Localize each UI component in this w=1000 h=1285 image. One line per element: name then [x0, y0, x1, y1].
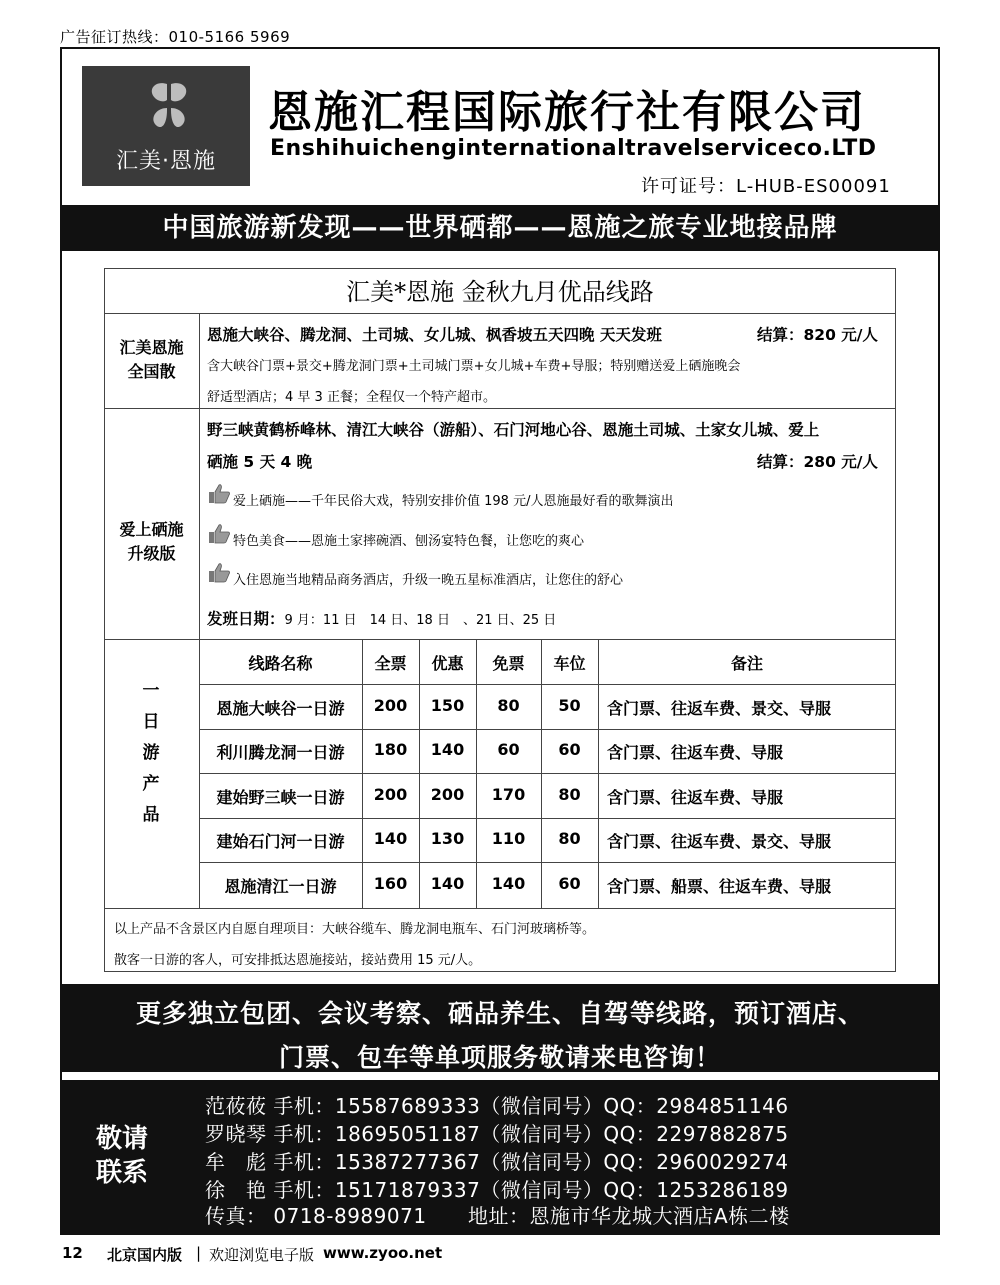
services-banner-line2: 门票、包车等单项服务敬请来电咨询！: [278, 1043, 721, 1072]
contact-person: 罗晓琴 手机：18695051187（微信同号）QQ：2297882875: [205, 1122, 789, 1146]
col-header-route: 线路名称: [248, 654, 313, 673]
logo-text: 汇美·恩施: [116, 149, 216, 174]
cell-discount: 130: [430, 829, 465, 848]
cell-discount: 150: [430, 696, 465, 715]
label-char: 品: [142, 805, 160, 825]
divider: [199, 818, 896, 819]
section1-label: [104, 336, 199, 384]
services-banner-line1: 更多独立包团、会议考察、硒品养生、自驾等线路，预订酒店、: [135, 999, 864, 1028]
divider: [199, 313, 200, 909]
thumbs-up-icon: [208, 484, 230, 504]
cell-free: 80: [497, 696, 520, 715]
panel-title: 汇美*恩施 金秋九月优品线路: [346, 278, 654, 306]
divider: [199, 773, 896, 774]
col-header-free: 免票: [492, 654, 525, 673]
divider: [476, 639, 477, 909]
cell-full: 160: [373, 874, 408, 893]
label-char: 游: [142, 743, 160, 763]
company-name-cn: 恩施汇程国际旅行社有限公司: [268, 87, 866, 138]
thumbs-up-icon: [208, 524, 230, 544]
footer-url[interactable]: www.zyoo.net: [323, 1244, 443, 1262]
section1-hotel: 舒适型酒店；4 早 3 正餐；全程仅一个特产超市。: [207, 390, 496, 405]
cell-note: 含门票、往返车费、景交、导服: [607, 832, 832, 851]
departure-dates: [207, 607, 556, 629]
cell-free: 170: [491, 785, 526, 804]
feature-item: 特色美食——恩施土家摔碗酒、刨汤宴特色餐，让您吃的爽心: [233, 534, 585, 549]
divider: [541, 639, 542, 909]
note-line: 散客一日游的客人，可安排抵达恩施接站，接站费用 15 元/人。: [114, 953, 482, 968]
contact-person: 徐 艳 手机：15171879337（微信同号）QQ：1253286189: [205, 1178, 789, 1202]
divider: [362, 639, 363, 909]
edition-name: 北京国内版: [107, 1246, 183, 1264]
license-number: 许可证号：L-HUB-ES00091: [641, 176, 891, 197]
cell-note: 含门票、船票、往返车费、导服: [607, 877, 832, 896]
cell-route-name: 建始石门河一日游: [216, 832, 345, 851]
cell-route-name: 恩施清江一日游: [224, 877, 337, 896]
cell-seats: 80: [558, 829, 581, 848]
col-header-note: 备注: [730, 654, 763, 673]
contact-person: 范莜莜 手机：15587689333（微信同号）QQ：2984851146: [205, 1094, 789, 1118]
cell-discount: 140: [430, 874, 465, 893]
cell-full: 140: [373, 829, 408, 848]
dates-label: 发班日期：: [207, 610, 285, 628]
contact-label: [96, 1122, 148, 1190]
dates-value: 9 月：11 日 14 日、18 日 、21 日、25 日: [284, 613, 557, 628]
cell-free: 110: [491, 829, 526, 848]
cell-note: 含门票、往返车费、景交、导服: [607, 699, 832, 718]
divider: [199, 862, 896, 863]
label-char: 日: [142, 712, 160, 732]
feature-item: 入住恩施当地精品商务酒店，升级一晚五星标准酒店，让您住的舒心: [233, 573, 624, 588]
cell-discount: 200: [430, 785, 465, 804]
label-char: 一: [142, 681, 160, 701]
section1-label-line2: 全国散: [127, 362, 176, 381]
thumbs-up-icon: [208, 563, 230, 583]
divider: [104, 639, 896, 640]
divider: [104, 408, 896, 409]
contact-address: 地址：恩施市华龙城大酒店A栋二楼: [468, 1204, 790, 1228]
section2-price: 结算：280 元/人: [757, 453, 878, 471]
flower-logo-icon: [145, 80, 193, 130]
cell-seats: 60: [558, 740, 581, 759]
divider: [419, 639, 420, 909]
label-char: 产: [142, 774, 160, 794]
cell-full: 180: [373, 740, 408, 759]
services-banner: [60, 984, 940, 1072]
divider: [199, 729, 896, 730]
cell-seats: 60: [558, 874, 581, 893]
divider: [104, 908, 896, 909]
section3-vertical-label: [136, 676, 166, 831]
divider: [199, 684, 896, 685]
section2-label-line1: 爱上硒施: [119, 520, 184, 539]
cell-note: 含门票、往返车费、导服: [607, 743, 784, 762]
footer-divider: |: [196, 1244, 202, 1262]
cell-seats: 50: [558, 696, 581, 715]
cell-full: 200: [373, 696, 408, 715]
col-header-full: 全票: [374, 654, 407, 673]
ad-hotline: 广告征订热线：010-5166 5969: [60, 28, 291, 46]
contact-label-line2: 联系: [96, 1158, 149, 1188]
section1-include: 含大峡谷门票+景交+腾龙洞门票+土司城门票+女儿城+车费+导服；特别赠送爱上硒施晚会: [207, 359, 741, 374]
note-line: 以上产品不含景区内自愿自理项目：大峡谷缆车、腾龙洞电瓶车、石门河玻璃桥等。: [114, 922, 596, 937]
section2-label: [104, 518, 199, 566]
col-header-seats: 车位: [553, 654, 586, 673]
divider: [104, 313, 896, 314]
slogan-banner: 中国旅游新发现——世界硒都——恩施之旅专业地接品牌: [60, 205, 940, 251]
company-name-en: Enshihuichenginternationaltravelserviceco.LTD: [270, 136, 877, 161]
section2-route-line1: 野三峡黄鹤桥峰林、清江大峡谷（游船）、石门河地心谷、恩施土司城、土家女儿城、爱上: [207, 421, 820, 439]
section1-price: 结算：820 元/人: [757, 326, 878, 344]
page-number: 12: [62, 1244, 83, 1262]
contact-fax: 传真： 0718-8989071: [205, 1204, 427, 1228]
section2-route-line2: 硒施 5 天 4 晚: [207, 453, 313, 471]
divider: [598, 639, 599, 909]
cell-route-name: 恩施大峡谷一日游: [216, 699, 345, 718]
contact-person: 牟 彪 手机：15387277367（微信同号）QQ：2960029274: [205, 1150, 789, 1174]
cell-seats: 80: [558, 785, 581, 804]
cell-full: 200: [373, 785, 408, 804]
col-header-discount: 优惠: [431, 654, 464, 673]
feature-item: 爱上硒施——千年民俗大戏，特别安排价值 198 元/人恩施最好看的歌舞演出: [233, 494, 674, 509]
cell-free: 140: [491, 874, 526, 893]
section1-label-line1: 汇美恩施: [119, 338, 184, 357]
cell-free: 60: [497, 740, 520, 759]
section1-route: 恩施大峡谷、腾龙洞、土司城、女儿城、枫香坡五天四晚 天天发班: [207, 326, 662, 344]
cell-discount: 140: [430, 740, 465, 759]
footer-welcome: 欢迎浏览电子版: [209, 1246, 315, 1264]
cell-route-name: 建始野三峡一日游: [216, 788, 345, 807]
cell-route-name: 利川腾龙洞一日游: [216, 743, 345, 762]
section2-label-line2: 升级版: [127, 544, 176, 563]
contact-label-line1: 敬请: [96, 1124, 149, 1154]
cell-note: 含门票、往返车费、导服: [607, 788, 784, 807]
